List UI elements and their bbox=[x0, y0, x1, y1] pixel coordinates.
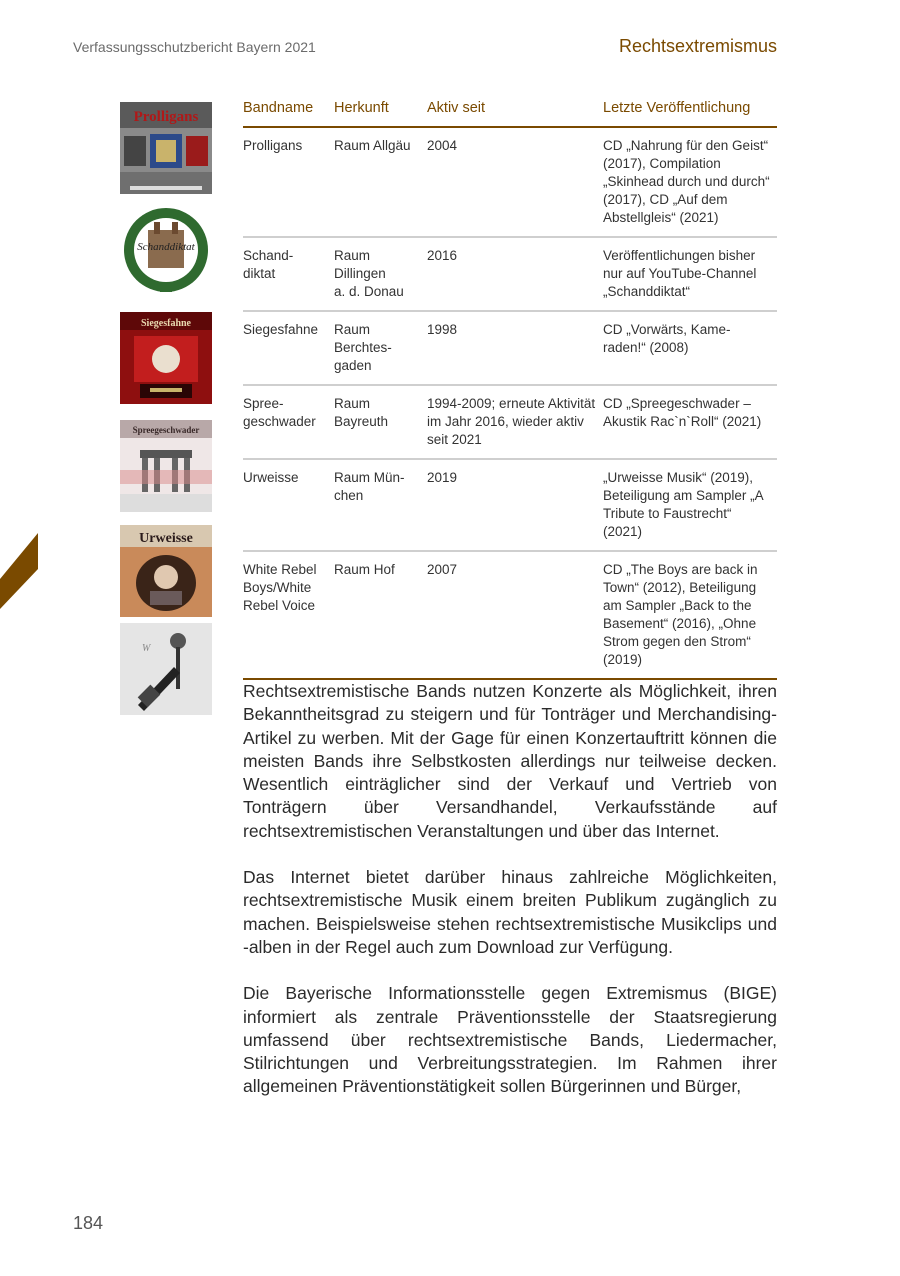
paragraph: Die Bayerische Informationsstelle gegen Extremismus (BIGE) informiert als zentrale Präventionsstelle der Staatsregierung umfassend über rechtsextremistische Bands, Liedermacher, Stilrichtungen und Verbreitungsstrategien. Im Rahmen ihrer allgemeinen Präventionstätigkeit sollen Bürgerinnen und Bürger, bbox=[243, 983, 777, 1097]
column-header-letzte-veroeffentlichung: Letzte Veröffentlichung bbox=[603, 96, 777, 127]
table-row bbox=[243, 127, 777, 237]
chapter-marker-tab bbox=[0, 533, 38, 609]
cell-veroeffentlichung: CD „The Boys are back in Town“ (2012), Beteiligung am Sampler „Back to the Basement“ (2016), „Ohne Strom gegen den Strom“ (2019) bbox=[603, 551, 777, 679]
cell-veroeffentlichung: CD „Spreegeschwader – Akustik Rac`n`Roll“ (2021) bbox=[603, 385, 777, 459]
cell-aktiv-seit: 2007 bbox=[427, 551, 603, 679]
running-header-title: Verfassungsschutzbericht Bayern 2021 bbox=[73, 39, 316, 55]
bands-table bbox=[243, 96, 777, 680]
table-row bbox=[243, 385, 777, 459]
svg-text:Siegesfahne: Siegesfahne bbox=[141, 318, 191, 329]
cell-bandname: Spree- geschwader bbox=[243, 385, 334, 459]
cell-herkunft: Raum Mün- chen bbox=[334, 459, 427, 551]
cell-bandname: Prolligans bbox=[243, 127, 334, 237]
section-title: Rechtsextremismus bbox=[618, 36, 777, 56]
table-row bbox=[243, 237, 777, 311]
cell-herkunft: Raum Bayreuth bbox=[334, 385, 427, 459]
svg-text:Spreegeschwader: Spreegeschwader bbox=[132, 425, 200, 435]
column-header-bandname: Bandname bbox=[243, 96, 334, 127]
cell-aktiv-seit: 1998 bbox=[427, 311, 603, 385]
cell-veroeffentlichung: CD „Vorwärts, Kame- raden!“ (2008) bbox=[603, 311, 777, 385]
svg-text:Urweisse: Urweisse bbox=[139, 531, 193, 546]
svg-text:Prolligans: Prolligans bbox=[133, 109, 199, 125]
cell-herkunft: Raum Hof bbox=[334, 551, 427, 679]
cell-bandname: White Rebel Boys/White Rebel Voice bbox=[243, 551, 334, 679]
page-number: 184 bbox=[73, 1213, 104, 1233]
cell-aktiv-seit: 2004 bbox=[427, 127, 603, 237]
cell-aktiv-seit: 2019 bbox=[427, 459, 603, 551]
urweisse-album-cover-icon bbox=[120, 525, 212, 617]
paragraph: Rechtsextremistische Bands nutzen Konzerte als Möglichkeit, ihren Bekanntheitsgrad zu steigern und für Tonträger und Merchandising-Artikel zu werben. Mit der Gage für einen Konzertauftritt können die meisten Bands ihre Selbstkosten allerdings nur teilweise decken. Wesentlich einträglicher sind der Verkauf und Vertrieb von Tonträgern über Versandhandel, Verkaufsstände auf rechtsextremistischen Veranstaltungen und über das Internet. bbox=[243, 681, 777, 841]
schanddiktat-album-cover-icon bbox=[120, 204, 212, 296]
cell-aktiv-seit: 2016 bbox=[427, 237, 603, 311]
cell-bandname: Urweisse bbox=[243, 459, 334, 551]
prolligans-album-cover-icon bbox=[120, 102, 212, 194]
cell-bandname: Schand- diktat bbox=[243, 237, 334, 311]
cell-herkunft: Raum Berchtes- gaden bbox=[334, 311, 427, 385]
table-row bbox=[243, 459, 777, 551]
column-header-herkunft: Herkunft bbox=[334, 96, 427, 127]
column-header-aktiv-seit: Aktiv seit bbox=[427, 96, 603, 127]
paragraph: Das Internet bietet darüber hinaus zahlreiche Möglichkeiten, rechtsextremistische Musik einem breiten Publikum zugänglich zu machen. Beispielsweise stehen rechtsextremistische Musikclips und -alben in der Regel auch zum Download zur Verfügung. bbox=[243, 867, 777, 957]
spreegeschwader-album-cover-icon bbox=[120, 420, 212, 512]
table-row bbox=[243, 551, 777, 679]
cell-herkunft: Raum Allgäu bbox=[334, 127, 427, 237]
cell-veroeffentlichung: „Urweisse Musik“ (2019), Beteiligung am Sampler „A Tribute to Faustrecht“ (2021) bbox=[603, 459, 777, 551]
table-header-row bbox=[243, 96, 777, 127]
svg-text:Schanddiktat: Schanddiktat bbox=[137, 241, 195, 253]
body-text bbox=[243, 680, 777, 1122]
table-row bbox=[243, 311, 777, 385]
svg-text:W: W bbox=[142, 643, 151, 654]
cell-herkunft: Raum Dillingen a. d. Donau bbox=[334, 237, 427, 311]
cell-aktiv-seit: 1994-2009; erneute Aktivität im Jahr 2016, wieder aktiv seit 2021 bbox=[427, 385, 603, 459]
cell-veroeffentlichung: CD „Nahrung für den Geist“ (2017), Compilation „Skinhead durch und durch“ (2017), CD „Auf dem Abstellgleis“ (2021) bbox=[603, 127, 777, 237]
cell-bandname: Siegesfahne bbox=[243, 311, 334, 385]
white-rebel-boys-album-cover-icon bbox=[120, 623, 212, 715]
cell-veroeffentlichung: Veröffentlichungen bisher nur auf YouTube-Channel „Schanddiktat“ bbox=[603, 237, 777, 311]
siegesfahne-album-cover-icon bbox=[120, 312, 212, 404]
